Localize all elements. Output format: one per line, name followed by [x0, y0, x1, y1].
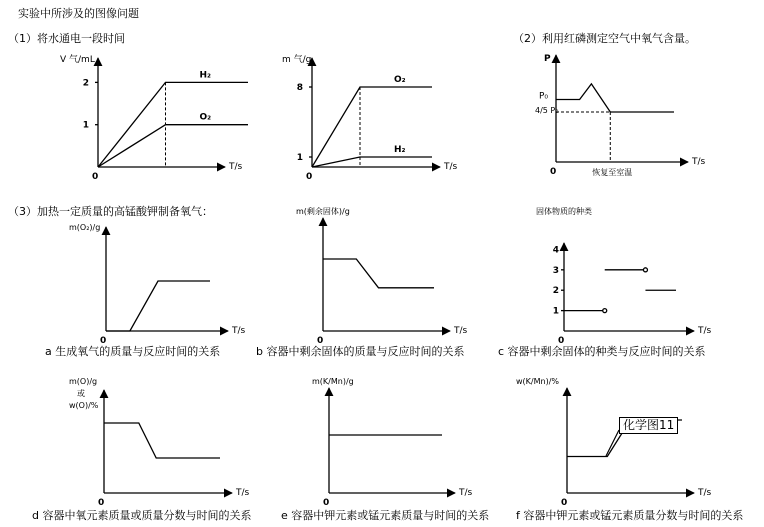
pressure-y-label: P	[544, 54, 551, 64]
c-origin-label: 0	[558, 336, 565, 346]
callout-leader-line	[606, 430, 619, 456]
section-2-heading: （2）利用红磷测定空气中氧气含量。	[513, 32, 696, 45]
d-y-label-line2: 或	[77, 389, 85, 398]
pressure-ytick-label-1: 4/5 P₀	[535, 106, 559, 115]
mass-ytick-label-1: 8	[296, 83, 303, 93]
volume-x-label: T/s	[229, 162, 243, 172]
a-series-0	[106, 281, 210, 331]
caption-a: a 生成氧气的质量与反应时间的关系	[45, 345, 221, 358]
e-origin-label: 0	[323, 498, 330, 508]
pressure-xtick-label: 恢复至室温	[592, 168, 633, 177]
volume-series-1	[98, 125, 248, 167]
c-ytick-label-2: 3	[552, 265, 559, 276]
pressure-x-label: T/s	[692, 157, 706, 167]
volume-ytick-label-1: 2	[82, 78, 89, 89]
a-y-label: m(O₂)/g	[69, 223, 101, 232]
volume-ytick-label-0: 1	[82, 120, 89, 131]
mass-series-0	[312, 87, 432, 167]
c-y-label: 固体物质的种类	[536, 207, 592, 216]
c-open-dot-1	[643, 268, 647, 272]
mass-series-label-0: O₂	[394, 75, 406, 85]
caption-b: b 容器中剩余固体的质量与反应时间的关系	[256, 345, 465, 358]
mass-origin-label: 0	[306, 172, 313, 182]
volume-origin-label: 0	[92, 172, 99, 182]
caption-e: e 容器中钾元素或锰元素质量与时间的关系	[281, 509, 490, 522]
section-3-heading: （3）加热一定质量的高锰酸钾制备氧气：	[8, 205, 213, 218]
caption-f: f 容器中钾元素或锰元素质量分数与时间的关系	[516, 509, 744, 522]
volume-series-label-1: O₂	[199, 112, 212, 123]
d-x-label: T/s	[236, 488, 250, 498]
caption-d: d 容器中氧元素质量或质量分数与时间的关系	[32, 509, 252, 522]
c-x-label: T/s	[698, 326, 712, 336]
c-open-dot-0	[603, 309, 607, 313]
b-x-label: T/s	[454, 326, 468, 336]
f-x-label: T/s	[698, 488, 712, 498]
b-origin-label: 0	[317, 336, 324, 346]
mass-x-label: T/s	[444, 162, 458, 172]
b-series-0	[323, 259, 434, 288]
volume-y-label: V 气/mL	[60, 55, 95, 65]
page-title: 实验中所涉及的图像问题	[18, 7, 139, 20]
c-ytick-label-3: 4	[552, 245, 559, 256]
pressure-ytick-label-0: P₀	[539, 91, 549, 102]
mass-y-label: m 气/g	[282, 55, 312, 65]
b-y-label: m(剩余固体)/g	[296, 207, 350, 216]
pressure-origin-label: 0	[550, 167, 557, 177]
f-y-label: w(K/Mn)/%	[516, 377, 559, 386]
mass-series-label-1: H₂	[394, 145, 406, 155]
a-origin-label: 0	[100, 336, 107, 346]
section-1-heading: （1）将水通电一段时间	[8, 32, 125, 45]
chart-callout-label: 化学图11	[619, 417, 678, 434]
e-y-label: m(K/Mn)/g	[312, 377, 354, 386]
e-x-label: T/s	[459, 488, 473, 498]
pressure-series-0	[556, 84, 674, 112]
a-x-label: T/s	[232, 326, 246, 336]
volume-series-label-0: H₂	[199, 70, 211, 81]
d-y-label-line3: w(O)/%	[69, 401, 99, 410]
f-origin-label: 0	[561, 498, 568, 508]
c-ytick-label-0: 1	[552, 306, 559, 317]
d-y-label-line1: m(O)/g	[69, 377, 98, 386]
mass-ytick-label-0: 1	[296, 153, 303, 163]
c-ytick-label-1: 2	[552, 286, 559, 297]
d-series-0	[104, 423, 220, 458]
caption-c: c 容器中剩余固体的种类与反应时间的关系	[498, 345, 706, 358]
mass-series-1	[312, 157, 432, 167]
d-origin-label: 0	[98, 498, 105, 508]
